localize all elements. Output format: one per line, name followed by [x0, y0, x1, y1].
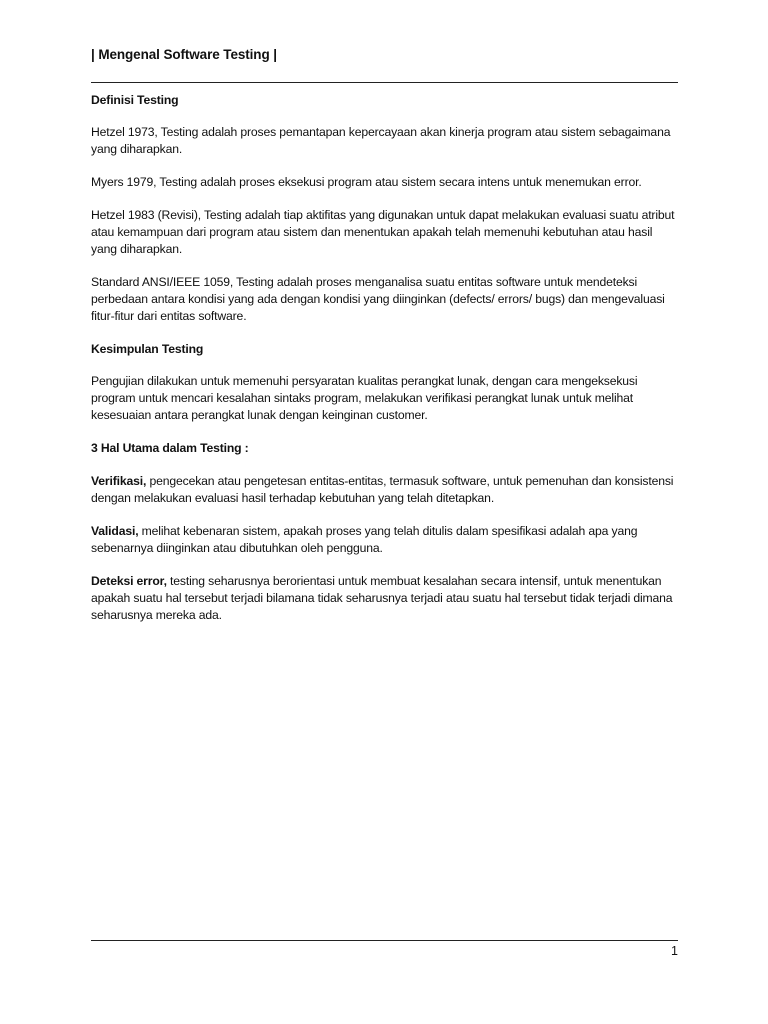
section-heading-hal-utama: 3 Hal Utama dalam Testing :: [91, 441, 249, 455]
term-validasi: Validasi,: [91, 524, 139, 538]
footer-divider: [91, 940, 678, 941]
paragraph-hetzel-1973: Hetzel 1973, Testing adalah proses pemantapan kepercayaan akan kinerja program atau sistem sebagaimana yang diharapkan.: [91, 125, 671, 156]
definition-validasi: melihat kebenaran sistem, apakah proses yang telah ditulis dalam spesifikasi adalah apa yang sebenarnya diinginkan atau dibutuhkan oleh pengguna.: [91, 524, 638, 555]
definition-verifikasi: pengecekan atau pengetesan entitas-entitas, termasuk software, untuk pemenuhan dan konsistensi dengan melakukan evaluasi hasil terhadap kebutuhan yang telah ditetapkan.: [91, 474, 674, 505]
term-deteksi-error: Deteksi error,: [91, 574, 167, 588]
paragraph-hetzel-1983: Hetzel 1983 (Revisi), Testing adalah tiap aktifitas yang digunakan untuk dapat melakukan evaluasi suatu atribut atau kemampuan dari program atau sistem dan menentukan apakah telah memenuhi kebutuhan atau hasil yang diharapkan.: [91, 208, 675, 256]
term-verifikasi: Verifikasi,: [91, 474, 147, 488]
section-heading-kesimpulan: Kesimpulan Testing: [91, 342, 204, 356]
paragraph-verifikasi: [91, 473, 681, 507]
paragraph-deteksi-error: [91, 573, 681, 624]
paragraph-validasi: [91, 523, 681, 557]
section-heading-definisi: Definisi Testing: [91, 93, 179, 107]
header-divider: [91, 82, 678, 83]
definition-deteksi-error: testing seharusnya berorientasi untuk membuat kesalahan secara intensif, untuk menentukan apakah suatu hal tersebut terjadi bilamana tidak seharusnya terjadi atau suatu hal tersebut tidak terjadi dimana seharusnya mereka ada.: [91, 574, 673, 622]
document-body: [91, 92, 681, 624]
page-header-title: | Mengenal Software Testing |: [91, 47, 277, 62]
page-number: 1: [671, 944, 678, 958]
paragraph-kesimpulan: Pengujian dilakukan untuk memenuhi persyaratan kualitas perangkat lunak, dengan cara mengeksekusi program untuk mencari kesalahan sintaks program, melakukan verifikasi perangkat lunak untuk melihat kesesuaian antara perangkat lunak dengan keinginan customer.: [91, 374, 638, 422]
paragraph-myers-1979: Myers 1979, Testing adalah proses eksekusi program atau sistem secara intens untuk menemukan error.: [91, 175, 642, 189]
paragraph-ansi-ieee-1059: Standard ANSI/IEEE 1059, Testing adalah proses menganalisa suatu entitas software untuk mendeteksi perbedaan antara kondisi yang ada dengan kondisi yang diinginkan (defects/ errors/ bugs) dan mengevaluasi fitur-fitur dari entitas software.: [91, 275, 665, 323]
